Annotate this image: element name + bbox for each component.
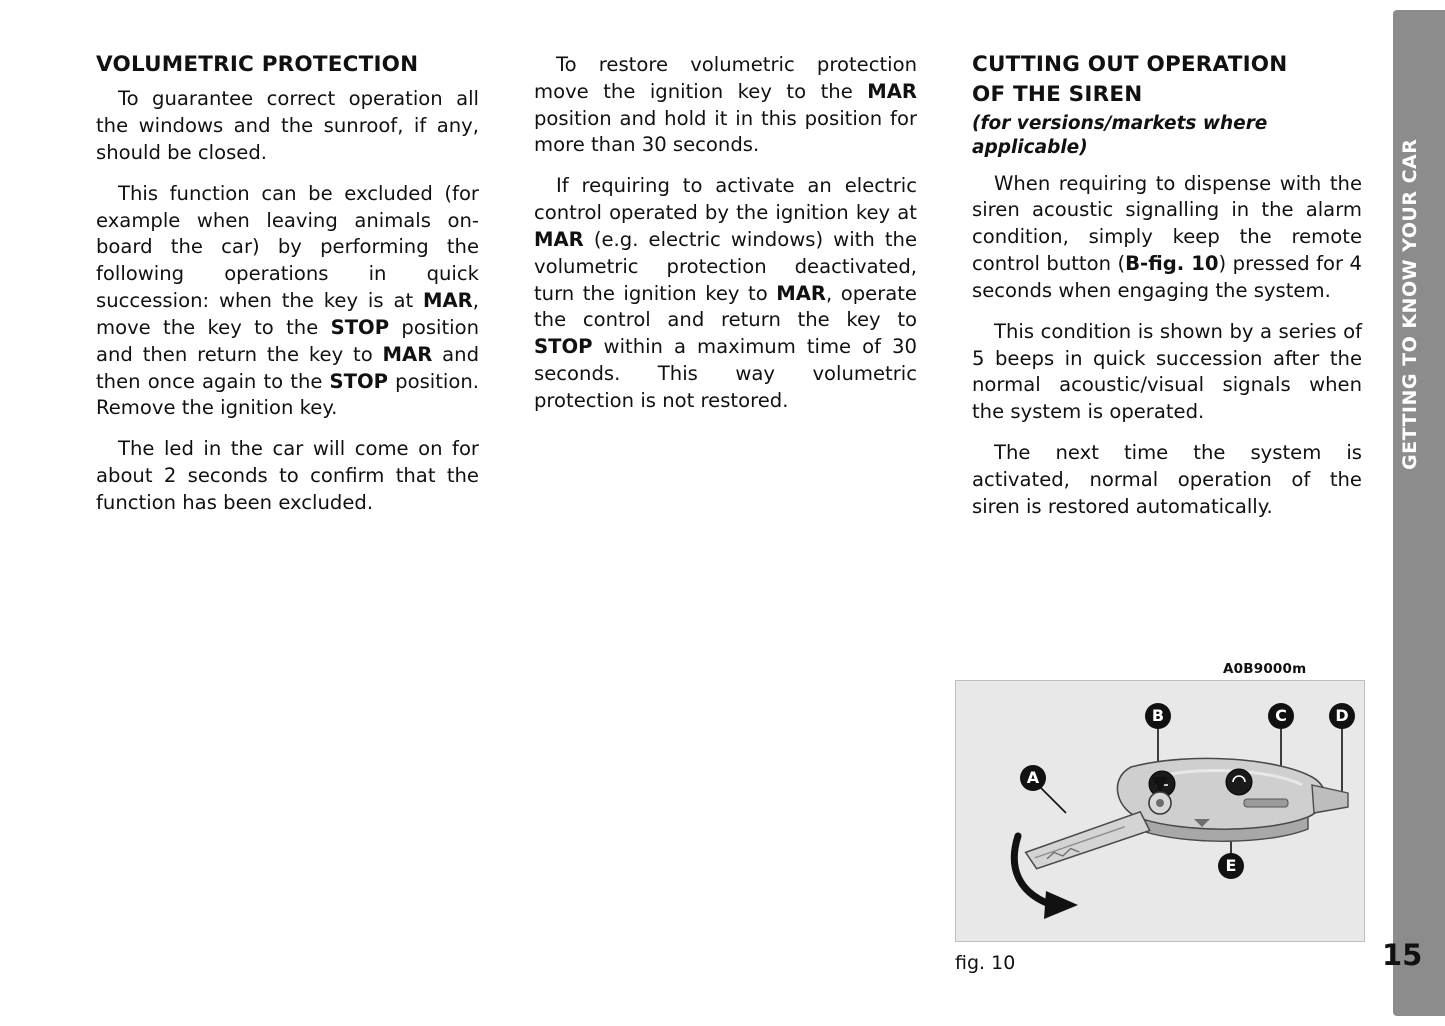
- section-side-tab-label: GETTING TO KNOW YOUR CAR: [1399, 138, 1421, 470]
- callout-b: B: [1145, 703, 1171, 729]
- figure-code: A0B9000m: [1223, 661, 1307, 677]
- paragraph: To guarantee correct operation all the windows and the sunroof, if any, should be closed.: [96, 87, 479, 164]
- callout-c: C: [1268, 703, 1294, 729]
- volumetric-protection-heading: VOLUMETRIC PROTECTION: [96, 52, 419, 77]
- section-side-tab: [1393, 10, 1445, 1016]
- column-one: [96, 52, 479, 517]
- paragraph: This condition is shown by a series of 5 beeps in quick succession after the normal acoustic/visual signals when the system is operated.: [972, 319, 1362, 424]
- callout-d: D: [1329, 703, 1355, 729]
- page-number: 15: [1382, 938, 1423, 972]
- paragraph: This function can be excluded (for example when leaving animals on-board the car) by performing the following operations in quick succession: when the key is at MAR, move the key to the STOP position and then return the key to MAR and then once again to the STOP position. Remove the ignition key.: [96, 181, 480, 420]
- paragraph: The led in the car will come on for about 2 seconds to confirm that the function has been excluded.: [96, 437, 479, 514]
- column-two: [534, 52, 917, 415]
- subheading-line1: (for versions/markets where: [972, 113, 1268, 135]
- paragraph: If requiring to activate an electric control operated by the ignition key at MAR (e.g. electric windows) with the volumetric protection deactivated, turn the ignition key to MAR, operate the control and return the key to STOP within a maximum time of 30 seconds. This way volumetric protection is not restored.: [534, 174, 917, 412]
- callout-e: E: [1218, 853, 1244, 879]
- cutting-out-siren-heading-line1: CUTTING OUT OPERATION: [972, 52, 1288, 77]
- figure-image: [955, 680, 1365, 942]
- column-three: [972, 52, 1362, 520]
- paragraph: To restore volumetric protection move the ignition key to the MAR position and hold it in this position for more than 30 seconds.: [534, 53, 917, 157]
- cutting-out-siren-heading-line2: OF THE SIREN: [972, 82, 1143, 108]
- paragraph: When requiring to dispense with the siren acoustic signalling in the alarm condition, simply keep the remote control button (B-fig. 10) pressed for 4 seconds when engaging the system.: [972, 171, 1362, 302]
- callout-a: A: [1020, 765, 1046, 791]
- paragraph: The next time the system is activated, normal operation of the siren is restored automatically.: [972, 440, 1362, 518]
- cutting-out-siren-subheading: [972, 112, 1362, 160]
- figure-caption: fig. 10: [955, 952, 1016, 974]
- subheading-line2: applicable): [972, 137, 1088, 159]
- figure-10: [955, 661, 1363, 974]
